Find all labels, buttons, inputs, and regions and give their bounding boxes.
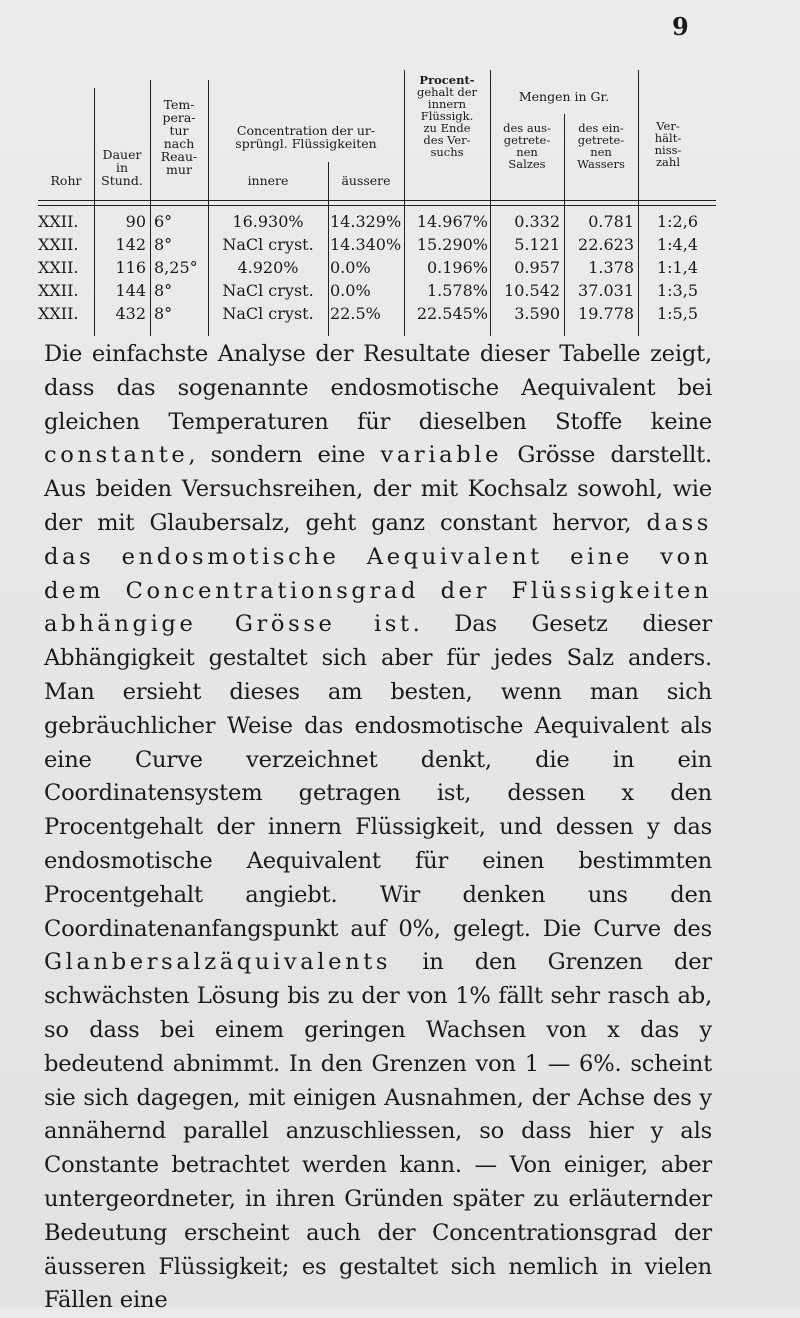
- header-temperatur-line: mur: [166, 162, 192, 177]
- cell-temp: 8°: [154, 304, 173, 323]
- table-header-rule: [38, 200, 716, 201]
- header-mengen: Mengen in Gr.: [518, 89, 610, 104]
- header-verh-line: niss-: [654, 143, 682, 157]
- cell-aeussere: 14.329%: [330, 212, 402, 231]
- cell-procent: 22.545%: [416, 304, 488, 323]
- header-dauer: [94, 148, 150, 187]
- header-innere: innere: [247, 173, 289, 188]
- header-temperatur-line: tur: [169, 123, 189, 138]
- cell-temp: 8°: [154, 235, 173, 254]
- header-rohr: Rohr: [50, 173, 82, 188]
- body-paragraph: [44, 338, 712, 1318]
- header-salz-line: nen: [516, 145, 538, 159]
- text-run: . Das Gesetz dieser Abhängigkeit gestaltet sich aber für jedes Salz anders. Man ersieht dieses am besten, wenn man sich gebräuchlicher Weise das endosmotische Aequivalent als eine Curve verzeichnet denkt, die in ein Coordinatensystem getragen ist, dessen x den Procentgehalt der innern Flüssigkeit, und dessen y das endosmotische Aequivalent für einen bestimmten Procentgehalt angiebt. Wir denken uns den Coordinatenanfangspunkt auf 0%, gelegt. Die Curve des: [44, 611, 712, 942]
- header-verh-line: Ver-: [656, 119, 680, 133]
- cell-aeussere: 14.340%: [330, 235, 402, 254]
- cell-innere: NaCl cryst.: [222, 304, 314, 323]
- header-dauer-line: Dauer: [102, 147, 142, 162]
- header-procent-line: suchs: [430, 145, 464, 159]
- header-procent-line: Procent-: [419, 73, 475, 87]
- cell-procent: 1.578%: [426, 281, 488, 300]
- column-divider: [638, 70, 639, 336]
- cell-verh: 1:1,4: [656, 258, 698, 277]
- cell-aeussere: 0.0%: [330, 281, 371, 300]
- header-temperatur-line: Tem-: [163, 97, 195, 112]
- header-procent-line: des Ver-: [423, 133, 471, 147]
- cell-rohr: XXII.: [38, 304, 79, 323]
- text-run: Die einfachste Analyse der Resultate dieser Tabelle zeigt, dass das sogenannte endosmotische Aequivalent bei gleichen Temperaturen für dieselben Stoffe keine: [44, 341, 712, 435]
- table-header-rule-2: [38, 205, 716, 206]
- header-procentgehalt: [404, 74, 490, 158]
- header-wasser-line: nen: [590, 145, 612, 159]
- spaced-emphasis: dass das endosmotische Aequivalent eine von dem Concentrationsgrad der Flüssigkeiten abhängige Grösse ist: [44, 509, 712, 638]
- text-run: Grösse darstellt. Aus beiden Versuchsreihen, der mit Kochsalz sowohl, wie der mit Glaubersalz, geht ganz constant hervor,: [44, 442, 712, 536]
- cell-aeussere: 22.5%: [330, 304, 381, 323]
- cell-procent: 15.290%: [416, 235, 488, 254]
- header-dauer-line: in: [115, 160, 129, 175]
- cell-dauer: 90: [125, 212, 146, 231]
- cell-temp: 6°: [154, 212, 173, 231]
- cell-procent: 0.196%: [426, 258, 488, 277]
- cell-wasser: 22.623: [578, 235, 634, 254]
- cell-procent: 14.967%: [416, 212, 488, 231]
- cell-salz: 0.957: [514, 258, 560, 277]
- header-salz-line: getrete-: [503, 133, 551, 147]
- header-wasser: [564, 122, 638, 170]
- header-verh-line: zahl: [656, 155, 680, 169]
- cell-dauer: 142: [115, 235, 146, 254]
- cell-dauer: 432: [115, 304, 146, 323]
- cell-innere: 16.930%: [232, 212, 304, 231]
- header-procent-line: zu Ende: [423, 121, 471, 135]
- cell-innere: NaCl cryst.: [222, 281, 314, 300]
- data-table: [38, 70, 718, 340]
- header-aeussere: äussere: [341, 173, 391, 188]
- header-temperatur-line: nach: [163, 136, 195, 151]
- cell-rohr: XXII.: [38, 235, 79, 254]
- cell-salz: 10.542: [504, 281, 560, 300]
- cell-wasser: 1.378: [588, 258, 634, 277]
- cell-verh: 1:4,4: [656, 235, 698, 254]
- cell-wasser: 0.781: [588, 212, 634, 231]
- cell-rohr: XXII.: [38, 281, 79, 300]
- cell-salz: 0.332: [514, 212, 560, 231]
- cell-temp: 8,25°: [154, 258, 198, 277]
- cell-wasser: 19.778: [578, 304, 634, 323]
- cell-innere: NaCl cryst.: [222, 235, 314, 254]
- cell-verh: 1:2,6: [656, 212, 698, 231]
- header-temperatur-line: Reau-: [160, 149, 198, 164]
- cell-innere: 4.920%: [237, 258, 299, 277]
- header-verhaeltnis: [638, 120, 698, 168]
- spaced-emphasis: variable: [380, 442, 503, 469]
- cell-salz: 5.121: [514, 235, 560, 254]
- header-procent-line: gehalt der: [416, 85, 478, 99]
- column-divider: [328, 162, 329, 336]
- cell-aeussere: 0.0%: [330, 258, 371, 277]
- cell-verh: 1:3,5: [656, 281, 698, 300]
- cell-dauer: 116: [115, 258, 146, 277]
- header-procent-line: Flüssigk.: [420, 109, 474, 123]
- header-wasser-line: des ein-: [578, 121, 624, 135]
- text-run: , sondern eine: [188, 442, 381, 469]
- cell-dauer: 144: [115, 281, 146, 300]
- header-procent-line: innern: [427, 97, 467, 111]
- header-concentration-line: sprüngl. Flüssigkeiten: [235, 136, 377, 151]
- header-concentration: [208, 124, 404, 150]
- cell-rohr: XXII.: [38, 212, 79, 231]
- cell-verh: 1:5,5: [656, 304, 698, 323]
- header-salz-line: Salzes: [508, 157, 546, 171]
- header-temperatur: [150, 98, 208, 176]
- header-concentration-line: Concentration der ur-: [236, 123, 376, 138]
- cell-temp: 8°: [154, 281, 173, 300]
- header-wasser-line: getrete-: [577, 133, 625, 147]
- spaced-emphasis: constante: [44, 442, 189, 469]
- cell-salz: 3.590: [514, 304, 560, 323]
- header-dauer-line: Stund.: [101, 173, 143, 188]
- header-salz-line: des aus-: [503, 121, 551, 135]
- page-number: 9: [672, 12, 689, 41]
- cell-wasser: 37.031: [578, 281, 634, 300]
- header-wasser-line: Wassers: [577, 157, 625, 171]
- column-divider: [208, 80, 209, 336]
- header-salz: [490, 122, 564, 170]
- spaced-emphasis: Glanbersalzäquivalents: [44, 949, 392, 976]
- cell-rohr: XXII.: [38, 258, 79, 277]
- text-run: in den Grenzen der schwächsten Lösung bis zu der von 1% fällt sehr rasch ab, so dass bei einem geringen Wachsen von x das y bedeutend abnimmt. In den Grenzen von 1 — 6%. scheint sie sich dagegen, mit einigen Ausnahmen, der Achse des y annähernd parallel anzuschliessen, so dass hier y als Constante betrachtet werden kann. — Von einiger, aber untergeordneter, in ihren Gründen später zu erläuternder Bedeutung erscheint auch der Concentrationsgrad der äusseren Flüssigkeit; es gestaltet sich nemlich in vielen Fällen eine: [44, 949, 712, 1314]
- header-verh-line: hält-: [654, 131, 682, 145]
- header-temperatur-line: pera-: [162, 110, 196, 125]
